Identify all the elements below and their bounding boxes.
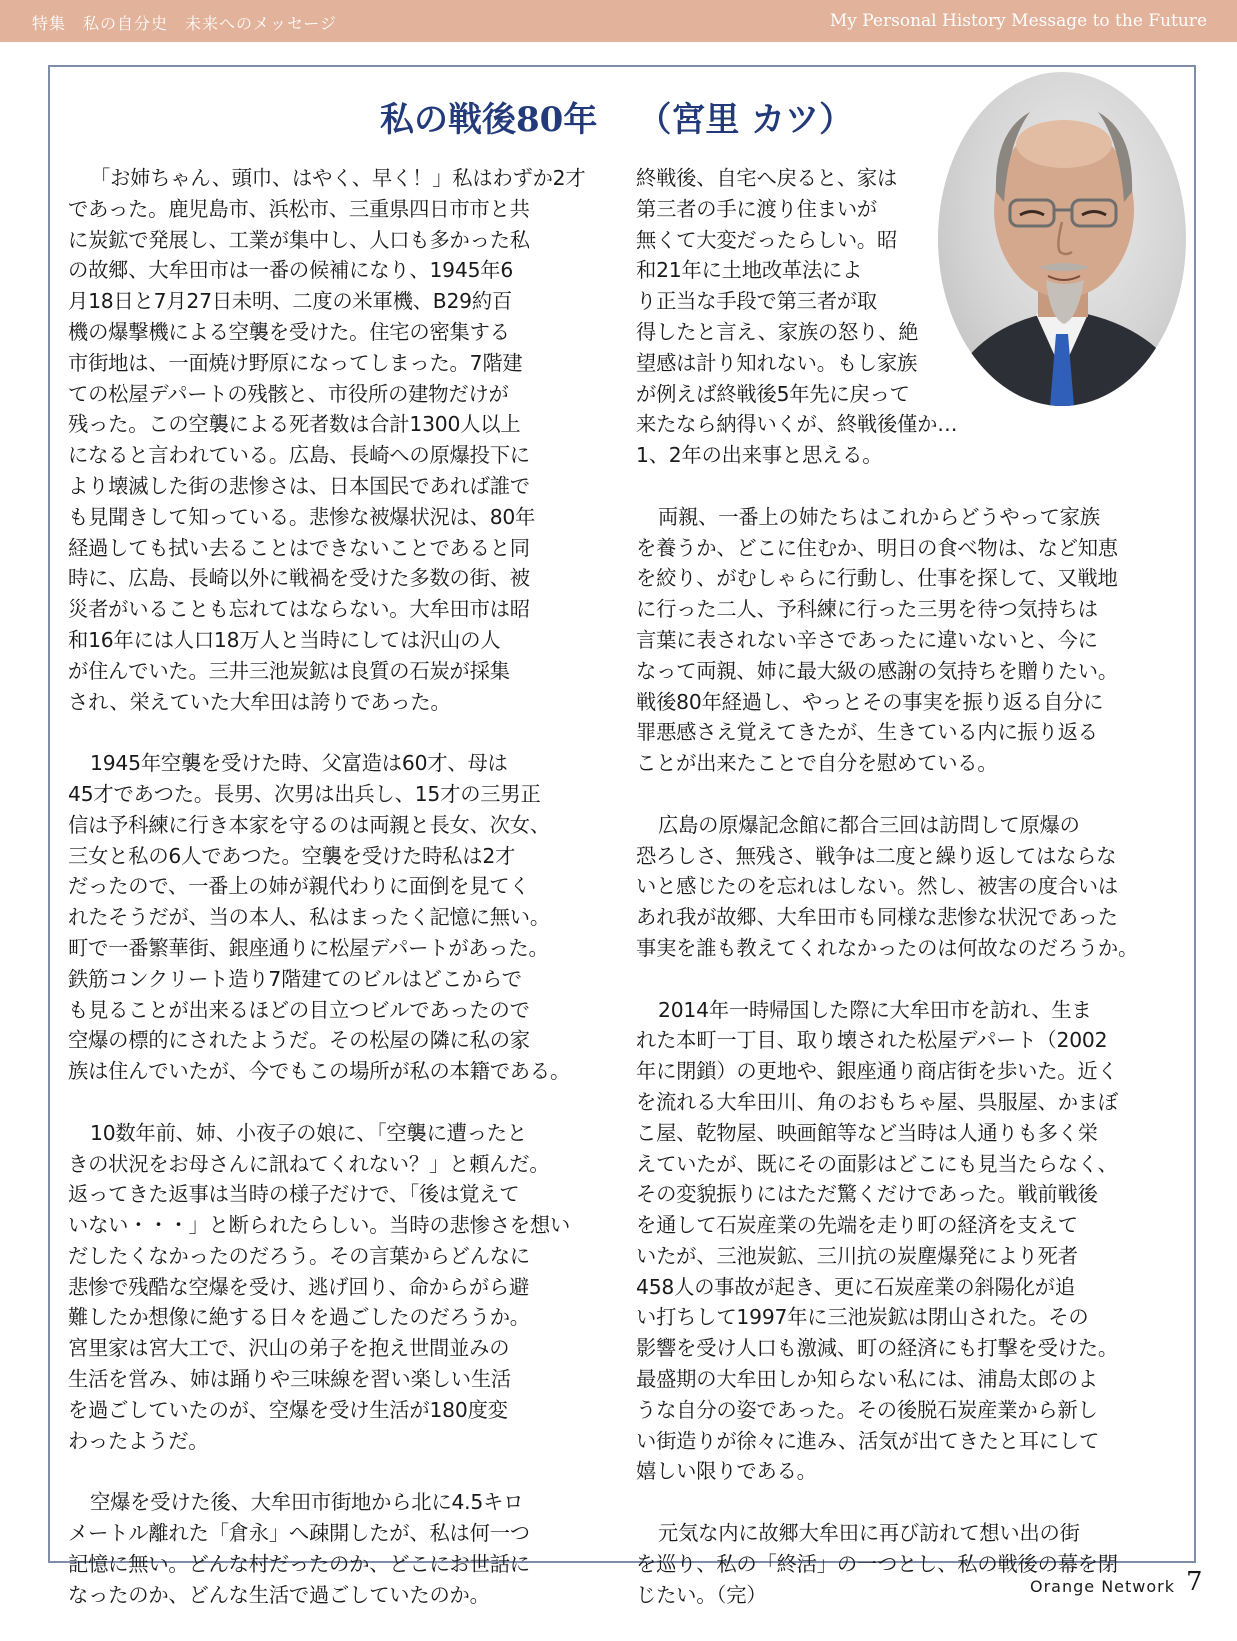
paragraph-line: 最盛期の大牟田しか知らない私には、浦島太郎のよ: [636, 1367, 1098, 1392]
paragraph-line: いと感じたのを忘れはしない。然し、被害の度合いは: [636, 874, 1118, 899]
paragraph-line: 罪悪感さえ覚えてきたが、生きている内に振り返る: [636, 720, 1098, 745]
paragraph-line: 両親、一番上の姉たちはこれからどうやって家族: [658, 504, 1100, 529]
paragraph-line: 戦後80年経過し、やっとその事実を振り返る自分に: [636, 689, 1104, 714]
paragraph-line: 族は住んでいたが、今でもこの場所が私の本籍である。: [68, 1059, 571, 1084]
paragraph-line: も見聞きして知っている。悲惨な被爆状況は、80年: [68, 504, 536, 529]
paragraph-line: じたい。（完）: [636, 1582, 767, 1607]
paragraph: [636, 995, 1176, 1488]
paragraph-line: 三女と私の6人であつた。空襲を受けた時私は2才: [68, 843, 516, 868]
paragraph-line: 望感は計り知れない。もし家族: [636, 350, 918, 375]
paragraph-line: が例えば終戦後5年先に戻って: [636, 381, 910, 406]
paragraph-line: 経過しても拭い去ることはできないことであると同: [68, 535, 530, 560]
paragraph-line: 第三者の手に渡り住まいが: [636, 196, 877, 221]
paragraph: [636, 1518, 1176, 1610]
paragraph-line: 影響を受け人口も激減、町の経済にも打撃を受けた。: [636, 1336, 1118, 1361]
paragraph-line: わったようだ。: [68, 1428, 209, 1453]
paragraph-line: あれ我が故郷、大牟田市も同様な悲惨な状況であった: [636, 905, 1118, 930]
paragraph-line: 得したと言え、家族の怒り、絶: [636, 319, 919, 344]
paragraph-line: だしたくなかったのだろう。その言葉からどんなに: [68, 1243, 530, 1268]
paragraph-line: 空爆の標的にされたようだ。その松屋の隣に私の家: [68, 1028, 530, 1053]
paragraph-line: 悲惨で残酷な空爆を受け、逃げ回り、命からがら避: [68, 1274, 530, 1299]
paragraph-line: いたが、三池炭鉱、三川抗の炭塵爆発により死者: [636, 1243, 1078, 1268]
paragraph-line: 時に、広島、長崎以外に戦禍を受けた多数の街、被: [68, 566, 530, 591]
paragraph-line: 宮里家は宮大工で、沢山の弟子を抱え世間並みの: [68, 1336, 510, 1361]
paragraph-line: 年に閉鎖）の更地や、銀座通り商店街を歩いた。近く: [636, 1059, 1118, 1084]
paragraph-line: メートル離れた「倉永」へ疎開したが、私は何一つ: [68, 1521, 530, 1546]
paragraph-line: うな自分の姿であった。その後脱石炭産業から新し: [636, 1397, 1098, 1422]
paragraph-line: ての松屋デパートの残骸と、市役所の建物だけが: [68, 381, 509, 406]
paragraph-line: 来たなら納得いくが、終戦後僅か…: [636, 412, 958, 437]
paragraph-line: 嬉しい限りである。: [636, 1459, 817, 1484]
paragraph-line: い打ちして1997年に三池炭鉱は閉山された。その: [636, 1305, 1089, 1330]
paragraph-line: 鉄筋コンクリート造り7階建てのビルはどこからで: [68, 966, 522, 991]
paragraph-line: 事実を誰も教えてくれなかったのは何故なのだろうか。: [636, 935, 1139, 960]
paragraph-line: だったので、一番上の姉が親代わりに面倒を見てく: [68, 874, 530, 899]
paragraph-line: きの状況をお母さんに訊ねてくれない？」と頼んだ。: [68, 1151, 550, 1176]
paragraph-line: に炭鉱で発展し、工業が集中し、人口も多かった私: [68, 227, 530, 252]
paragraph-line: 生活を営み、姉は踊りや三味線を習い楽しい生活: [68, 1367, 512, 1392]
paragraph-line: なったのか、どんな生活で過ごしていたのか。: [68, 1582, 490, 1607]
page-header-band: [0, 0, 1237, 42]
paragraph-line: 信は予科練に行き本家を守るのは両親と長女、次女、: [68, 812, 550, 837]
paragraph-line: を流れる大牟田川、角のおもちゃ屋、呉服屋、かまぼ: [636, 1089, 1118, 1114]
paragraph-line: れた本町一丁目、取り壊された松屋デパート（2002: [636, 1028, 1108, 1053]
paragraph: [636, 163, 1176, 471]
paragraph-line: こ屋、乾物屋、映画館等など当時は人通りも多く栄: [636, 1120, 1098, 1145]
paragraph-line: 45才であつた。長男、次男は出兵し、15才の三男正: [68, 781, 541, 806]
paragraph-line: 市街地は、一面焼け野原になってしまった。7階建: [68, 350, 523, 375]
paragraph-line: い街造りが徐々に進み、活気が出てきたと耳にして: [636, 1428, 1100, 1453]
paragraph-line: を過ごしていたのが、空爆を受け生活が180度変: [68, 1397, 508, 1422]
article-left-column: [68, 163, 608, 1641]
paragraph-line: いない・・・」と断られたらしい。当時の悲惨さを想い: [68, 1213, 571, 1238]
paragraph-line: であった。鹿児島市、浜松市、三重県四日市市と共: [68, 196, 530, 221]
paragraph-line: 2014年一時帰国した際に大牟田市を訪れ、生ま: [658, 997, 1092, 1022]
paragraph-line: 元気な内に故郷大牟田に再び訪れて想い出の街: [658, 1521, 1080, 1546]
paragraph-line: 恐ろしさ、無残さ、戦争は二度と繰り返してはならな: [636, 843, 1117, 868]
paragraph-line: され、栄えていた大牟田は誇りであった。: [68, 689, 451, 714]
paragraph-line: 広島の原爆記念館に都合三回は訪問して原爆の: [658, 812, 1080, 837]
paragraph-line: 458人の事故が起き、更に石炭産業の斜陽化が追: [636, 1274, 1075, 1299]
paragraph-line: を巡り、私の「終活」の一つとし、私の戦後の幕を閉: [636, 1551, 1118, 1576]
paragraph-line: なって両親、姉に最大級の感謝の気持ちを贈りたい。: [636, 658, 1118, 683]
paragraph-line: 10数年前、姉、小夜子の娘に、「空襲に遭ったと: [90, 1120, 527, 1145]
paragraph: [68, 1487, 608, 1610]
paragraph-line: 月18日と7月27日未明、二度の米軍機、B29約百: [68, 289, 513, 314]
paragraph-line: 災者がいることも忘れてはならない。大牟田市は昭: [68, 597, 530, 622]
paragraph-line: ことが出来たことで自分を慰めている。: [636, 751, 998, 776]
paragraph-line: り正当な手段で第三者が取: [636, 289, 877, 314]
paragraph-line: 記憶に無い。どんな村だったのか、どこにお世話に: [68, 1551, 530, 1576]
paragraph-line: 和21年に土地改革法によ: [636, 258, 863, 283]
paragraph-line: 「お姉ちゃん、頭巾、はやく、早く！」私はわずか2才: [90, 166, 586, 190]
paragraph-line: になると言われている。広島、長崎への原爆投下に: [68, 443, 530, 468]
paragraph-line: 1、2年の出来事と思える。: [636, 443, 883, 468]
paragraph-line: より壊滅した街の悲惨さは、日本国民であれば誰で: [68, 473, 530, 498]
paragraph-line: 終戦後、自宅へ戻ると、家は: [636, 166, 898, 190]
paragraph-line: 無くて大変だったらしい。昭: [636, 227, 898, 252]
paragraph-line: に行った二人、予科練に行った三男を待つ気持ちは: [636, 597, 1098, 622]
paragraph-line: その変貌振りにはただ驚くだけであった。戦前戦後: [636, 1182, 1098, 1207]
article-title: [380, 92, 853, 141]
paragraph-line: を養うか、どこに住むか、明日の食べ物は、など知恵: [636, 535, 1118, 560]
paragraph-line: を絞り、がむしゃらに行動し、仕事を探して、又戦地: [636, 566, 1118, 591]
paragraph-line: 町で一番繁華街、銀座通りに松屋デパートがあった。: [68, 935, 549, 960]
paragraph-line: が住んでいた。三井三池炭鉱は良質の石炭が採集: [68, 658, 510, 683]
paragraph-line: も見ることが出来るほどの目立つビルであったので: [68, 997, 530, 1022]
paragraph-line: 返ってきた返事は当時の様子だけで、「後は覚えて: [68, 1182, 520, 1207]
article-right-column: [636, 163, 1176, 1641]
paragraph: [68, 163, 608, 717]
paragraph-line: 1945年空襲を受けた時、父富造は60才、母は: [90, 751, 508, 776]
magazine-name: Orange Network: [1030, 1577, 1176, 1596]
section-label-english: My Personal History Message to the Future: [829, 11, 1207, 31]
paragraph-line: れたそうだが、当の本人、私はまったく記憶に無い。: [68, 905, 550, 930]
paragraph-line: えていたが、既にその面影はどこにも見当たらなく、: [636, 1151, 1118, 1176]
article-author: （宮里 カツ）: [637, 100, 854, 140]
paragraph-line: の故郷、大牟田市は一番の候補になり、1945年6: [68, 258, 514, 283]
paragraph-line: 和16年には人口18万人と当時にしては沢山の人: [68, 627, 501, 652]
paragraph: [68, 748, 608, 1087]
paragraph-line: 空爆を受けた後、大牟田市街地から北に4.5キロ: [90, 1490, 524, 1515]
section-label: 特集 私の自分史 未来へのメッセージ: [32, 14, 338, 33]
paragraph: [636, 502, 1176, 779]
paragraph-line: 残った。この空襲による死者数は合計1300人以上: [68, 412, 521, 437]
article-title-text: 私の戦後80年: [380, 100, 598, 140]
paragraph: [68, 1118, 608, 1457]
paragraph-line: を通して石炭産業の先端を走り町の経済を支えて: [636, 1213, 1078, 1238]
page-number: 7: [1186, 1567, 1203, 1597]
paragraph: [636, 810, 1176, 964]
paragraph-line: 機の爆撃機による空襲を受けた。住宅の密集する: [68, 319, 510, 344]
paragraph-line: 言葉に表されない辛さであったに違いないと、今に: [636, 627, 1098, 652]
paragraph-line: 難したか想像に絶する日々を過ごしたのだろうか。: [68, 1305, 530, 1330]
